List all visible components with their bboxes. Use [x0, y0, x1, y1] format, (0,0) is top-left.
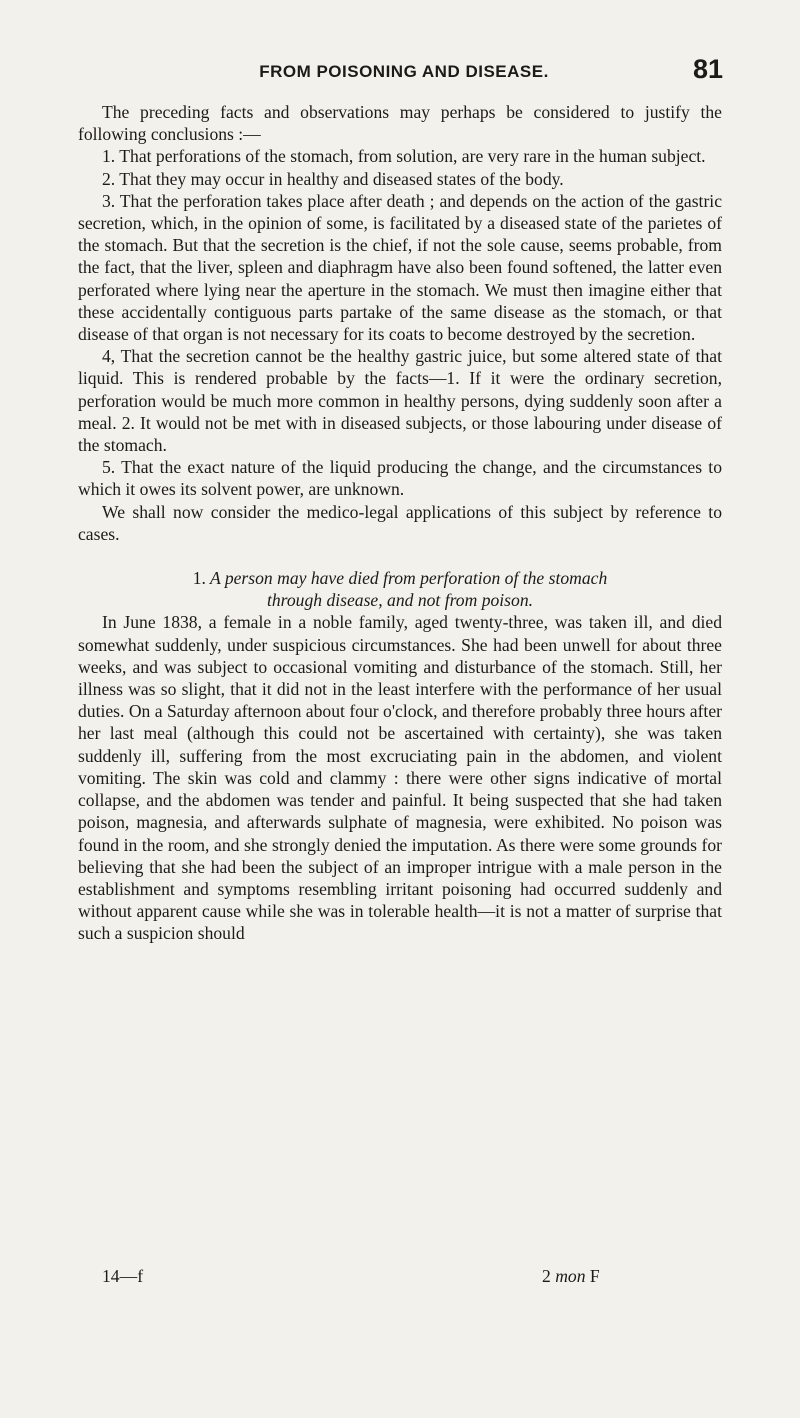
page-header [85, 54, 723, 88]
running-head: FROM POISONING AND DISEASE. [259, 62, 549, 81]
page-number: 81 [692, 54, 723, 84]
signature-line [78, 1266, 722, 1290]
paragraph-intro: The preceding facts and observations may perhaps be considered to justify the following conclusions :— [78, 102, 722, 145]
signature-mark-left: 14—f [102, 1266, 144, 1286]
paragraph-conclusion-2: 2. That they may occur in healthy and diseased states of the body. [102, 168, 564, 189]
signature-letter: F [589, 1266, 600, 1286]
case-heading-line-1 [78, 567, 722, 589]
signature-mark-right [542, 1266, 600, 1287]
case-title-line-1: A person may have died from perforation of the stomach [210, 568, 608, 589]
body-text [78, 101, 722, 945]
signature-number: 2 [542, 1266, 551, 1286]
case-paragraph: In June 1838, a female in a noble family, aged twenty-three, was taken ill, and died somewhat suddenly, under suspicious circumstances. She had been unwell for about three weeks, and was subject to occasional vomiting and disturbance of the stomach. Still, her illness was so slight, that it did not in the least interfere with the performance of her usual duties. On a Saturday afternoon about four o'clock, and therefore probably three hours after her last meal (although this could not be ascertained with certainty), she was taken suddenly ill, suffering from the most excruciating pain in the abdomen, and violent vomiting. The skin was cold and clammy : there were other signs indicative of mortal collapse, and the abdomen was tender and painful. It being suspected that she had taken poison, magnesia, and afterwards sulphate of magnesia, were exhibited. No poison was found in the room, and she strongly denied the imputation. As there were some grounds for believing that she had been the subject of an improper intrigue with a male person in the establishment and symptoms resembling irritant poisoning had occurred suddenly and without apparent cause while she was in tolerable health—it is not a matter of surprise that such a suspicion should [78, 612, 722, 944]
case-heading [78, 567, 722, 611]
paragraph-conclusion-3: 3. That the perforation takes place after death ; and depends on the action of the gastric secretion, which, in the opinion of some, is facilitated by a diseased state of the parietes of the stomach. But that the secretion is the chief, if not the sole cause, seems probable, from the fact, that the liver, spleen and diaphragm have also been found softened, the latter even perforated where lying near the aperture in the stomach. We must then imagine either that these accidentally contiguous parts partake of the same disease as the stomach, or that disease of that organ is not necessary for its coats to become destroyed by the secretion. [78, 190, 722, 345]
paragraph-transition: We shall now consider the medico-legal applications of this subject by reference to cases. [78, 501, 722, 544]
paragraph-conclusion-5: 5. That the exact nature of the liquid producing the change, and the circumstances to which it owes its solvent power, are unknown. [78, 457, 722, 500]
paragraph-conclusion-1: 1. That perforations of the stomach, from solution, are very rare in the human subject. [102, 146, 706, 167]
paragraph-conclusion-4: 4, That the secretion cannot be the healthy gastric juice, but some altered state of that liquid. This is rendered probable by the facts—1. If it were the ordinary secretion, perforation would be much more common in healthy persons, dying suddenly soon after a meal. 2. It would not be met with in diseased subjects, or those labouring under disease of the stomach. [78, 346, 722, 456]
case-number: 1. [192, 568, 206, 589]
signature-abbrev: mon [555, 1266, 586, 1286]
case-title-line-2: through disease, and not from poison. [266, 590, 534, 611]
